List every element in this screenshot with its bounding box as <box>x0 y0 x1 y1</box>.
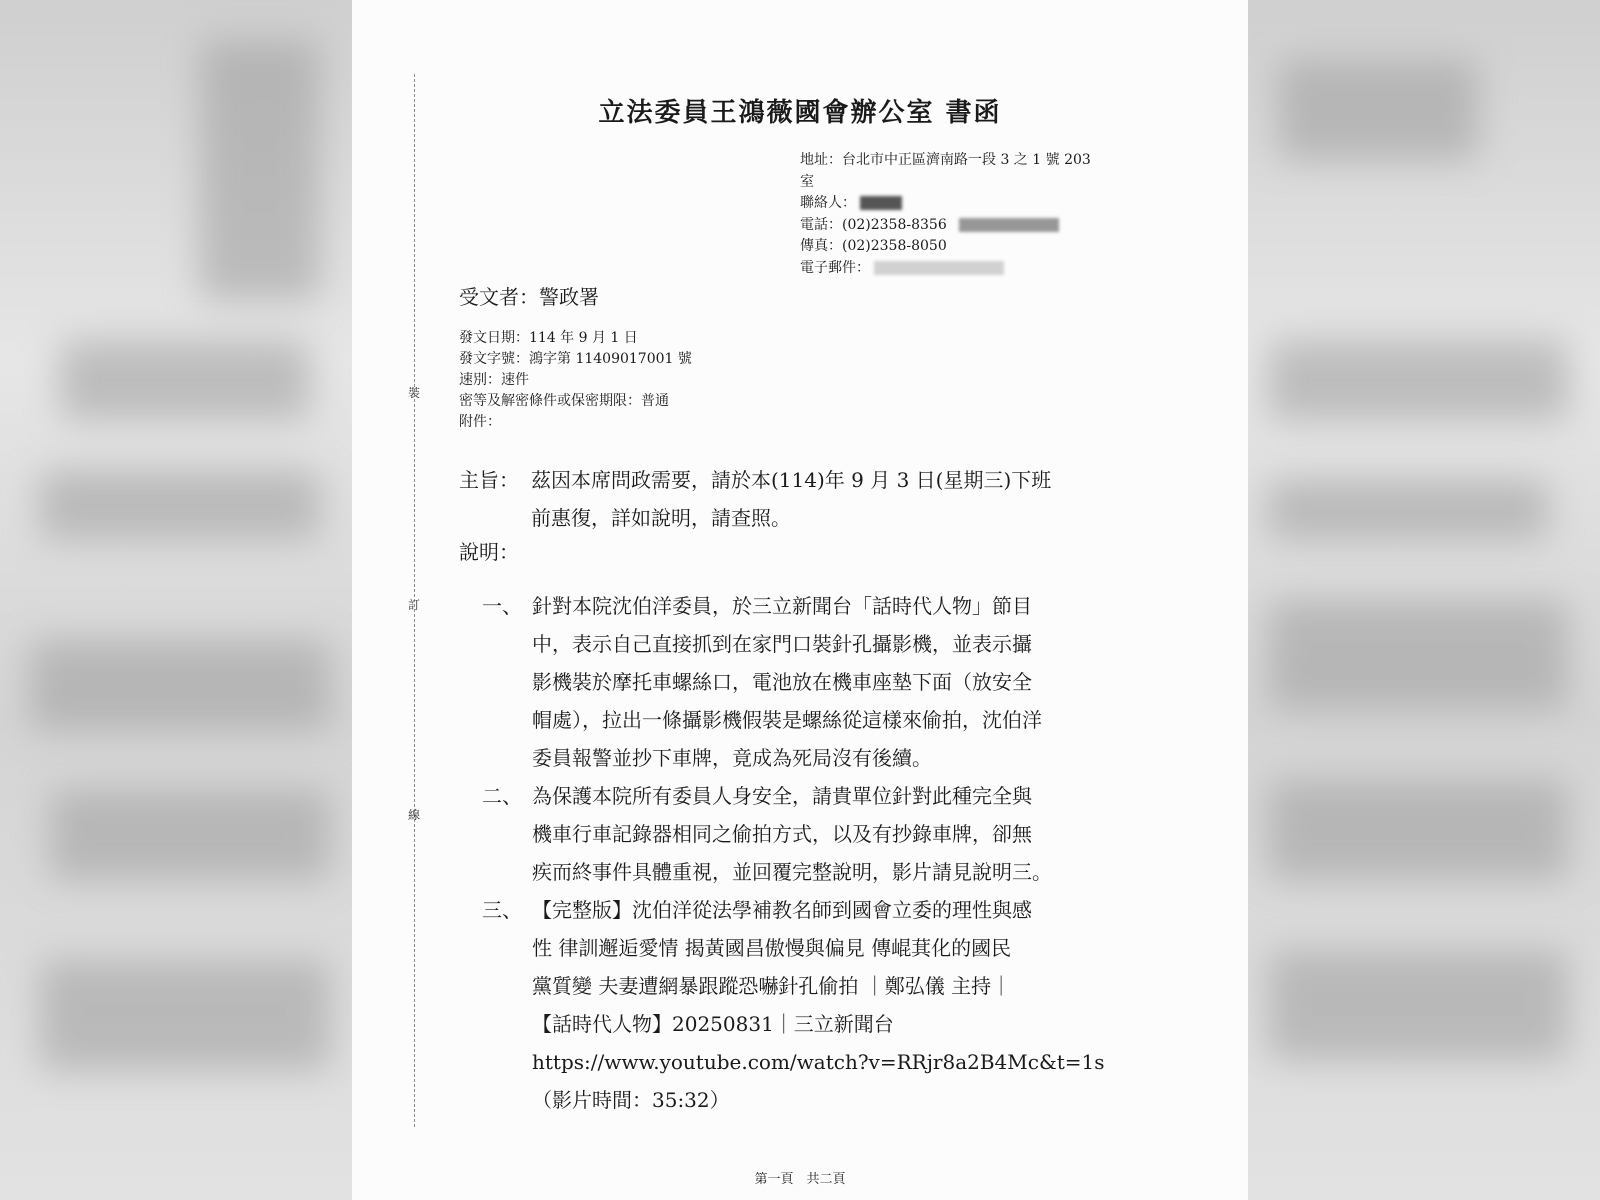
confidentiality: 密等及解密條件或保密期限：普通 <box>459 393 669 409</box>
item-line: 影機裝於摩托車螺絲口，電池放在機車座墊下面（放安全 <box>532 670 1032 694</box>
item-line: 疾而終事件具體重視，並回覆完整說明，影片請見說明三。 <box>532 860 1052 884</box>
phone-label: 電話：(02)2358-8356 <box>800 216 947 233</box>
issue-date: 發文日期：114 年 9 月 1 日 <box>459 330 638 346</box>
explanation-items <box>482 587 1162 1119</box>
item-number: 三、 <box>482 898 522 922</box>
item-line: 【話時代人物】20250831｜三立新聞台 <box>532 1012 894 1036</box>
item-line: 性 律訓邂逅愛情 揭黃國昌傲慢與偏見 傳崐萁化的國民 <box>532 936 1012 960</box>
priority: 速別：速件 <box>459 372 529 388</box>
email-label: 電子郵件： <box>800 259 870 276</box>
binding-mark-zhuang: 裝 <box>408 386 421 400</box>
explanation-item-2 <box>482 777 1162 891</box>
item-line: 黨質變 夫妻遭網暴跟蹤恐嚇針孔偷拍 ｜鄭弘儀 主持｜ <box>532 974 1012 998</box>
contact-person-row <box>800 193 1140 215</box>
item-line: 為保護本院所有委員人身安全，請貴單位針對此種完全與 <box>532 784 1032 808</box>
address-line: 地址：台北市中正區濟南路一段 3 之 1 號 203 <box>800 152 1091 168</box>
attachment: 附件： <box>459 414 501 430</box>
document-meta <box>459 328 692 433</box>
email-row <box>800 258 1140 280</box>
video-link[interactable]: https://www.youtube.com/watch?v=RRjr8a2B4Mc&t=1s <box>532 1050 1105 1074</box>
subject-line-2: 前惠復，詳如說明，請查照。 <box>531 506 791 530</box>
explanation-label: 說明： <box>459 540 519 564</box>
binding-mark-ding: 訂 <box>408 598 421 612</box>
item-line: 帽處），拉出一條攝影機假裝是螺絲從這樣來偷拍，沈伯洋 <box>532 708 1042 732</box>
item-line: 中，表示自己直接抓到在家門口裝針孔攝影機，並表示攝 <box>532 632 1032 656</box>
explanation-item-3 <box>482 891 1162 1119</box>
item-number: 二、 <box>482 784 522 808</box>
redacted-email <box>874 261 1004 275</box>
contact-person-label: 聯絡人： <box>800 195 856 211</box>
subject-label: 主旨： <box>459 468 519 492</box>
item-line: （影片時間：35:32） <box>532 1088 730 1112</box>
item-number: 一、 <box>482 594 522 618</box>
subject-text <box>531 461 1149 537</box>
item-line: 機車行車記錄器相同之偷拍方式，以及有抄錄車牌，卻無 <box>532 822 1032 846</box>
fax-row: 傳真：(02)2358-8050 <box>800 238 947 254</box>
subject-block <box>459 461 1149 537</box>
letter-title: 立法委員王鴻薇國會辦公室 書函 <box>598 98 1002 128</box>
blurred-backdrop-right <box>1248 0 1600 1200</box>
explanation-item-1 <box>482 587 1162 777</box>
page-footer: 第一頁 共二頁 <box>754 1172 846 1187</box>
redacted-phone-ext <box>959 218 1059 232</box>
item-line: 針對本院沈伯洋委員，於三立新聞台「話時代人物」節目 <box>532 594 1032 618</box>
address-line-cont: 室 <box>800 173 814 190</box>
recipient: 受文者：警政署 <box>459 285 599 309</box>
document-number: 發文字號：鴻字第 11409017001 號 <box>459 351 692 367</box>
subject-line-1: 茲因本席問政需要，請於本(114)年 9 月 3 日(星期三)下班 <box>531 468 1052 492</box>
redacted-name <box>860 196 902 210</box>
item-line: 【完整版】沈伯洋從法學補教名師到國會立委的理性與感 <box>532 898 1032 922</box>
phone-row <box>800 215 1140 237</box>
binding-mark-xian: 線 <box>408 808 421 822</box>
item-line: 委員報警並抄下車牌，竟成為死局沒有後續。 <box>532 746 932 770</box>
blurred-backdrop-left <box>0 0 352 1200</box>
contact-block <box>800 150 1140 279</box>
